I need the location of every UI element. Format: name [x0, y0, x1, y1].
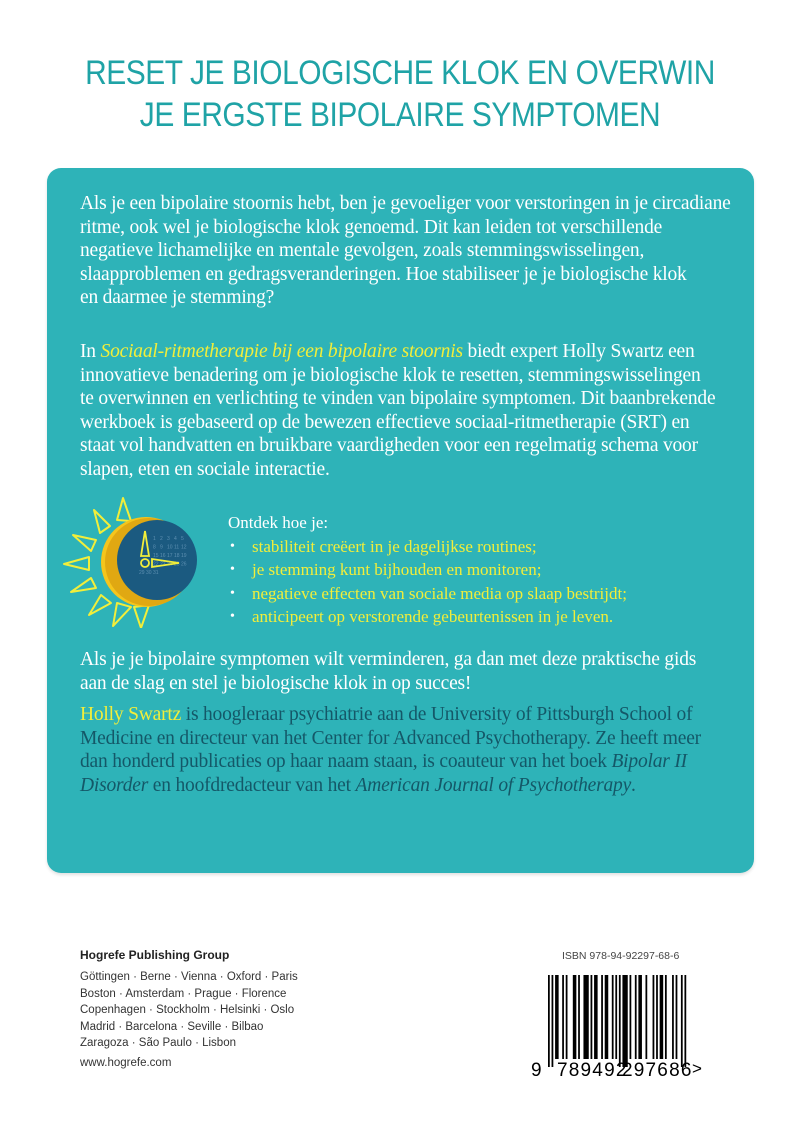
description-line: werkboek is gebaseerd op de bewezen effectieve sociaal-ritmetherapie (SRT) en: [80, 411, 690, 433]
headline-line-1: RESET JE BIOLOGISCHE KLOK EN OVERWIN: [85, 54, 715, 92]
calendar-day: 16: [160, 553, 166, 559]
calendar-day: 2: [160, 536, 163, 542]
intro-line: en daarmee je stemming?: [80, 287, 275, 309]
journal-reference: American Journal of Psychotherapy: [355, 774, 632, 796]
description-line: [80, 340, 740, 364]
publisher-cities: Zaragoza · São Paulo · Lisbon: [80, 1037, 236, 1049]
isbn-label: ISBN 978-94-92297-68-6: [562, 950, 680, 962]
sun-ray: [113, 603, 131, 626]
barcode-bar: [583, 975, 588, 1059]
book-title: Sociaal-ritmetherapie bij een bipolaire stoornis: [100, 341, 463, 362]
barcode-bar: [660, 975, 664, 1059]
sun-ray: [73, 535, 96, 551]
barcode-bar: [645, 975, 647, 1059]
calendar-day: 9: [160, 544, 163, 551]
barcode-bar: [594, 975, 598, 1059]
barcode-bars: [548, 975, 686, 1067]
discover-item: [228, 582, 728, 606]
discover-item: [228, 605, 728, 629]
description-line: slapen, eten en sociale interactie.: [80, 458, 330, 480]
discover-item-text: stabiliteit creëert in je dagelijkse routines;: [252, 536, 537, 556]
book-reference: Bipolar II: [611, 751, 687, 773]
closing-line: Als je je bipolaire symptomen wilt verminderen, ga dan met deze praktische gids: [80, 649, 697, 670]
barcode-bar: [578, 975, 580, 1059]
intro-line: negatieve lichamelijke en mentale gevolgen, zoals stemmingswisselingen,: [80, 240, 645, 262]
calendar-day: 10: [167, 544, 173, 551]
closing-line: aan de slag en stel je biologische klok in op succes!: [80, 672, 472, 694]
author-bio-text: is hoogleraar psychiatrie aan de University of Pittsburgh School of: [181, 704, 693, 725]
barcode-bar: [672, 975, 674, 1059]
sun-moon-clock-icon: [63, 493, 203, 628]
barcode-bar: [591, 975, 593, 1059]
author-bio-line: [80, 703, 740, 727]
discover-item-text: anticipeert op verstorende gebeurtenissen in je leven.: [252, 607, 614, 626]
calendar-day: 19: [181, 553, 187, 559]
barcode-bar: [573, 975, 577, 1059]
calendar-day: 29: [139, 570, 145, 576]
calendar-day: 15: [153, 553, 159, 559]
barcode-bar: [653, 975, 655, 1059]
barcode-bar: [681, 975, 683, 1067]
intro-line: slaapproblemen en gedragsveranderingen. Hoe stabiliseer je je biologische klok: [80, 263, 687, 285]
isbn-barcode: [528, 972, 718, 1082]
barcode-bar: [656, 975, 658, 1059]
barcode-bar: [605, 975, 609, 1059]
author-bio-line: [80, 750, 740, 774]
calendar-day: 12: [181, 544, 187, 551]
sun-ray: [117, 498, 131, 521]
description-prefix: In: [80, 341, 101, 362]
discover-list-block: [228, 511, 728, 629]
intro-line: ritme, ook wel je biologische klok genoemd. Dit kan leiden tot verschillende: [80, 216, 663, 238]
calendar-day: 24: [167, 561, 173, 568]
bullet-icon: •: [230, 562, 235, 577]
calendar-day: 11: [174, 544, 180, 551]
sun-ray: [71, 578, 96, 592]
barcode-bar: [612, 975, 614, 1059]
discover-item-text: je stemming kunt bijhouden en monitoren;: [252, 560, 542, 579]
barcode-bar: [562, 975, 564, 1059]
barcode-bar: [638, 975, 642, 1059]
intro-paragraph: [80, 192, 740, 310]
discover-item-text: negatieve effecten van sociale media op slaap bestrijdt;: [252, 583, 627, 603]
barcode-bar: [619, 975, 621, 1067]
barcode-bar: [555, 975, 559, 1059]
barcode-first-digit: 9: [531, 1060, 542, 1081]
sun-ray: [134, 605, 149, 628]
author-bio-line: Medicine en directeur van het Center for Advanced Psychotherapy. Ze heeft meer: [80, 727, 701, 749]
publisher-cities: Madrid · Barcelona · Seville · Bilbao: [80, 1020, 264, 1033]
barcode-bar: [615, 975, 617, 1059]
publisher-cities: Boston · Amsterdam · Prague · Florence: [80, 987, 287, 1000]
closing-paragraph: [80, 648, 740, 695]
author-bio-text: en hoofdredacteur van het: [148, 774, 356, 796]
barcode-quiet-zone-marker: >: [692, 1059, 702, 1078]
barcode-digits-right: 297686: [622, 1060, 693, 1081]
publisher-block: [80, 948, 298, 1069]
headline-line-2: JE ERGSTE BIPOLAIRE SYMPTOMEN: [139, 96, 661, 134]
discover-list: [228, 535, 728, 629]
intro-line: Als je een bipolaire stoornis hebt, ben je gevoeliger voor verstoringen in je circadiane: [80, 193, 731, 214]
publisher-website[interactable]: www.hogrefe.com: [80, 1056, 172, 1069]
calendar-day: 26: [181, 561, 187, 568]
calendar-day: 4: [174, 536, 177, 542]
book-reference: Disorder: [80, 774, 149, 796]
barcode-bar: [601, 975, 603, 1059]
publisher-name: Hogrefe Publishing Group: [80, 948, 230, 962]
calendar-day: 17: [167, 553, 173, 559]
calendar-day: 22: [153, 561, 159, 568]
description-line: innovatieve benadering om je biologische klok te resetten, stemmingswisselingen: [80, 364, 701, 386]
calendar-day: 3: [167, 536, 170, 542]
barcode-bar: [552, 975, 554, 1067]
barcode-bar: [684, 975, 686, 1067]
bullet-icon: •: [230, 538, 235, 554]
calendar-day: 1: [153, 536, 156, 542]
author-bio-line: [80, 774, 740, 798]
description-suffix: biedt expert Holly Swartz een: [462, 341, 695, 362]
barcode-bar: [630, 975, 632, 1059]
bullet-icon: •: [230, 585, 235, 601]
discover-item: [228, 535, 728, 559]
calendar-day: 5: [181, 536, 184, 542]
calendar-day: 8: [153, 544, 156, 551]
author-bio-text: .: [631, 774, 636, 796]
discover-item: [228, 558, 728, 582]
publisher-cities: Copenhagen · Stockholm · Helsinki · Oslo: [80, 1004, 295, 1016]
sun-ray: [94, 510, 110, 533]
description-line: staat vol handvatten en bruikbare vaardigheden voor een regelmatig schema voor: [80, 435, 698, 457]
barcode-digits-left: 789492: [557, 1060, 628, 1081]
bullet-icon: •: [230, 609, 235, 624]
moon-clock: [101, 517, 197, 607]
barcode-bar: [665, 975, 667, 1059]
barcode-bar: [635, 975, 637, 1059]
calendar-day: 30: [146, 570, 152, 576]
cover-headline: [48, 52, 752, 136]
author-bio-text: dan honderd publicaties op haar naam staan, is coauteur van het boek: [80, 751, 612, 773]
author-bio: [80, 703, 740, 797]
description-line: te overwinnen en verlichting te vinden van bipolaire symptomen. Dit baanbrekende: [80, 388, 716, 410]
barcode-bar: [548, 975, 550, 1067]
blurb-panel: [47, 168, 754, 873]
description-paragraph: [80, 340, 740, 482]
barcode-bar: [676, 975, 678, 1059]
barcode-bar: [566, 975, 568, 1059]
publisher-cities: Göttingen · Berne · Vienna · Oxford · Paris: [80, 971, 298, 983]
calendar-day: 31: [153, 570, 159, 576]
calendar-day: 18: [174, 553, 180, 559]
discover-lead: Ontdek hoe je:: [228, 513, 329, 532]
sun-ray: [89, 595, 111, 615]
sun-ray: [64, 557, 89, 570]
calendar-day: 25: [174, 561, 180, 568]
barcode-bar: [622, 975, 627, 1067]
author-name: Holly Swartz: [80, 704, 182, 725]
calendar-day: 23: [160, 561, 166, 568]
